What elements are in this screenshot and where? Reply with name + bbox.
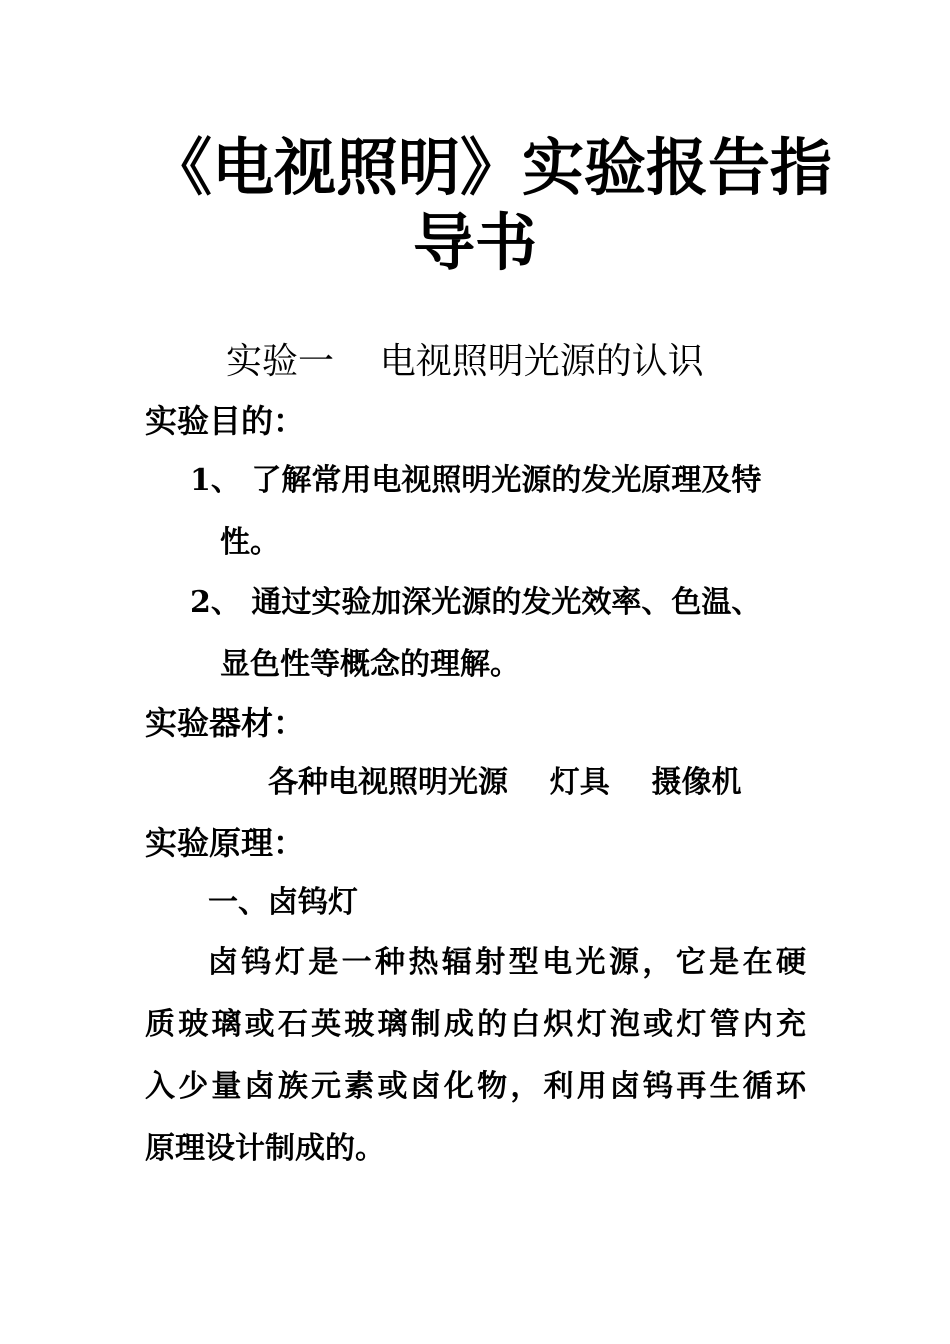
equipment-heading: 实验器材： (145, 704, 306, 742)
purpose-item-2-line-2: 显色性等概念的理解。 (220, 647, 520, 682)
principle-paragraph-line-4: 原理设计制成的。 (145, 1131, 385, 1166)
purpose-item-1-line-1: 1、 了解常用电视照明光源的发光原理及特 (190, 463, 762, 498)
principle-paragraph-line-3: 入少量卤族元素或卤化物，利用卤钨再生循环 (145, 1069, 806, 1104)
document-title-line-2: 导书 (412, 206, 537, 279)
principle-subheading: 一、卤钨灯 (208, 885, 358, 920)
purpose-item-2-line-1: 2、 通过实验加深光源的发光效率、色温、 (190, 585, 762, 620)
equipment-list: 各种电视照明光源 灯具 摄像机 (268, 765, 742, 800)
experiment-subtitle: 实验一 电视照明光源的认识 (226, 341, 704, 382)
principle-heading: 实验原理： (145, 824, 306, 862)
principle-paragraph-line-2: 质玻璃或石英玻璃制成的白炽灯泡或灯管内充 (145, 1007, 806, 1042)
principle-paragraph-line-1: 卤钨灯是一种热辐射型电光源，它是在硬 (208, 945, 806, 980)
purpose-item-1-line-2: 性。 (220, 525, 280, 560)
purpose-heading: 实验目的： (145, 402, 306, 440)
document-title-line-1: 《电视照明》实验报告指 (150, 131, 833, 204)
